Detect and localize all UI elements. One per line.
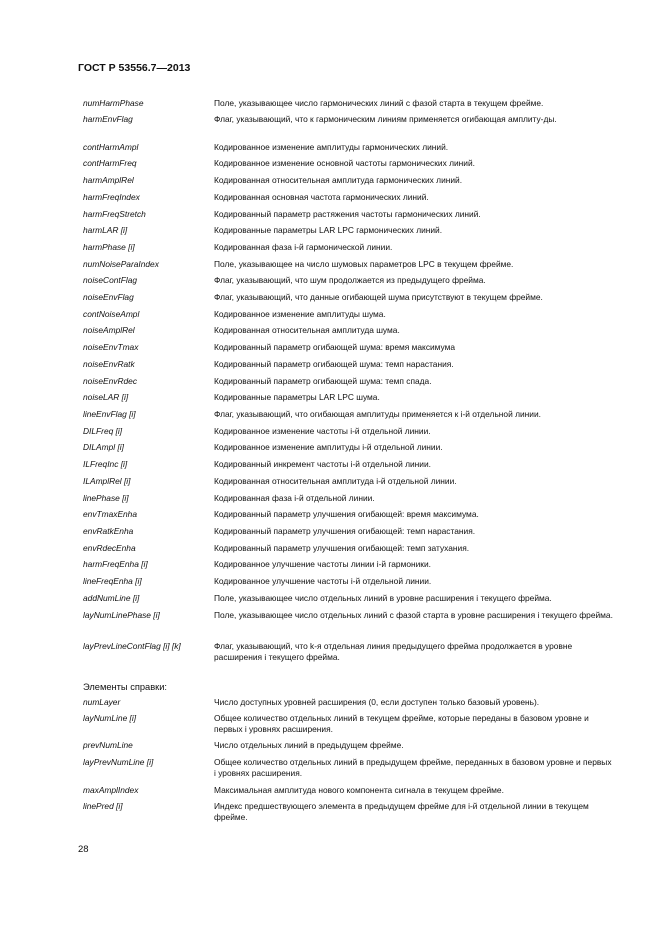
definition-desc: Кодированное изменение основной частоты гармонических линий. xyxy=(214,158,475,168)
help-item-desc: Индекс предшествующего элемента в предыдущем фрейме для i-й отдельной линии в текущем фрейме. xyxy=(214,801,589,822)
definition-desc: Кодированный параметр растяжения частоты гармонических линий. xyxy=(214,209,481,219)
definition-term: envRatkEnha xyxy=(83,526,134,536)
definition-term: noiseEnvFlag xyxy=(83,292,134,302)
definition-desc: Кодированный параметр улучшения огибающей: время максимума. xyxy=(214,509,479,519)
definition-term: numHarmPhase xyxy=(83,98,144,108)
definition-desc: Кодированный параметр огибающей шума: темп спада. xyxy=(214,376,432,386)
definition-term: envRdecEnha xyxy=(83,543,136,553)
definition-term: contNoiseAmpl xyxy=(83,309,140,319)
section-title: Элементы справки: xyxy=(83,682,167,692)
help-item-desc: Максимальная амплитуда нового компонента сигнала в текущем фрейме. xyxy=(214,785,504,795)
definition-term: noiseContFlag xyxy=(83,275,138,285)
definition-desc: Кодированное изменение амплитуды шума. xyxy=(214,309,386,319)
definition-desc: Кодированный параметр огибающей шума: время максимума xyxy=(214,342,456,352)
definition-term: ILAmplRel [i] xyxy=(83,476,131,486)
definition-term: noiseEnvRatk xyxy=(83,359,135,369)
definition-term: harmLAR [i] xyxy=(83,225,128,235)
definition-desc: Кодированные параметры LAR LPC шума. xyxy=(214,392,380,402)
definition-desc: Флаг, указывающий, что огибающая амплитуды применяется к i-й отдельной линии. xyxy=(214,409,541,419)
definition-term: layPrevLineContFlag [i] [k] xyxy=(83,641,181,651)
definition-desc: Поле, указывающее на число шумовых параметров LPC в текущем фрейме. xyxy=(214,259,514,269)
definition-desc: Флаг, указывающий, что шум продолжается из предыдущего фрейма. xyxy=(214,275,486,285)
definition-desc: Кодированное изменение амплитуды гармонических линий. xyxy=(214,142,449,152)
definition-desc: Кодированное изменение частоты i-й отдельной линии. xyxy=(214,426,431,436)
definition-desc: Кодированное улучшение частоты линии i-й гармоники. xyxy=(214,559,431,569)
help-item-term: layPrevNumLine [i] xyxy=(83,757,154,767)
definition-desc: Кодированная относительная амплитуда гармонических линий. xyxy=(214,175,463,185)
definition-term: lineFreqEnha [i] xyxy=(83,576,142,586)
definition-term: DILAmpl [i] xyxy=(83,442,124,452)
definition-term: addNumLine [i] xyxy=(83,593,140,603)
definition-term: envTmaxEnha xyxy=(83,509,137,519)
definition-desc: Поле, указывающее число отдельных линий с фазой старта в уровне расширения i текущего фрейма. xyxy=(214,610,613,620)
definition-term: contHarmAmpl xyxy=(83,142,139,152)
definition-desc: Кодированное улучшение частоты i-й отдельной линии. xyxy=(214,576,432,586)
definition-term: noiseEnvTmax xyxy=(83,342,139,352)
help-item-term: prevNumLine xyxy=(83,740,133,750)
definition-term: harmFreqStretch xyxy=(83,209,146,219)
definition-desc: Флаг, указывающий, что k-я отдельная линия предыдущего фрейма продолжается в уровне расширения i текущего фрейма. xyxy=(214,641,573,662)
definition-desc: Поле, указывающее число гармонических линий с фазой старта в текущем фрейме. xyxy=(214,98,544,108)
definition-term: harmAmplRel xyxy=(83,175,134,185)
definition-term: noiseAmplRel xyxy=(83,325,135,335)
definition-term: noiseEnvRdec xyxy=(83,376,138,386)
definition-desc: Кодированные параметры LAR LPC гармонических линий. xyxy=(214,225,443,235)
definition-term: numNoiseParaIndex xyxy=(83,259,159,269)
page-number: 28 xyxy=(78,844,89,855)
definition-term: linePhase [i] xyxy=(83,493,129,503)
definition-desc: Кодированный инкремент частоты i-й отдельной линии. xyxy=(214,459,431,469)
definition-term: lineEnvFlag [i] xyxy=(83,409,136,419)
help-item-term: linePred [i] xyxy=(83,801,123,811)
definition-term: layNumLinePhase [i] xyxy=(83,610,160,620)
definition-term: harmPhase [i] xyxy=(83,242,135,252)
page-header: ГОСТ Р 53556.7—2013 xyxy=(78,62,191,74)
definition-desc: Флаг, указывающий, что данные огибающей шума присутствуют в текущем фрейме. xyxy=(214,292,543,302)
definition-desc: Кодированный параметр улучшения огибающей: темп нарастания. xyxy=(214,526,476,536)
help-item-desc: Число отдельных линий в предыдущем фрейме. xyxy=(214,740,404,750)
help-item-term: maxAmplIndex xyxy=(83,785,139,795)
help-item-term: numLayer xyxy=(83,697,121,707)
definition-term: contHarmFreq xyxy=(83,158,137,168)
definition-term: harmEnvFlag xyxy=(83,114,133,124)
definition-term: harmFreqIndex xyxy=(83,192,140,202)
definition-desc: Кодированное изменение амплитуды i-й отдельной линии. xyxy=(214,442,443,452)
definition-term: ILFreqInc [i] xyxy=(83,459,128,469)
definition-term: DILFreq [i] xyxy=(83,426,123,436)
definition-desc: Кодированная фаза i-й гармонической линии. xyxy=(214,242,393,252)
help-item-desc: Общее количество отдельных линий в текущем фрейме, которые переданы в базовом уровне и первых i уровнях расширения. xyxy=(214,713,589,734)
help-item-desc: Общее количество отдельных линий в предыдущем фрейме, переданных в базовом уровне и первых i уровнях расширения. xyxy=(214,757,612,778)
help-item-term: layNumLine [i] xyxy=(83,713,137,723)
definition-desc: Флаг, указывающий, что к гармоническим линиям применяется огибающая амплиту-ды. xyxy=(214,114,557,124)
help-item-desc: Число доступных уровней расширения (0, если доступен только базовый уровень). xyxy=(214,697,540,707)
definition-desc: Кодированная фаза i-й отдельной линии. xyxy=(214,493,375,503)
definition-term: noiseLAR [i] xyxy=(83,392,129,402)
definition-term: harmFreqEnha [i] xyxy=(83,559,148,569)
definition-desc: Кодированная относительная амплитуда шума. xyxy=(214,325,400,335)
definition-desc: Кодированная относительная амплитуда i-й отдельной линии. xyxy=(214,476,457,486)
definition-desc: Кодированная основная частота гармонических линий. xyxy=(214,192,429,202)
definition-desc: Кодированный параметр улучшения огибающей: темп затухания. xyxy=(214,543,470,553)
definition-desc: Поле, указывающее число отдельных линий в уровне расширения i текущего фрейма. xyxy=(214,593,552,603)
definition-desc: Кодированный параметр огибающей шума: темп нарастания. xyxy=(214,359,454,369)
